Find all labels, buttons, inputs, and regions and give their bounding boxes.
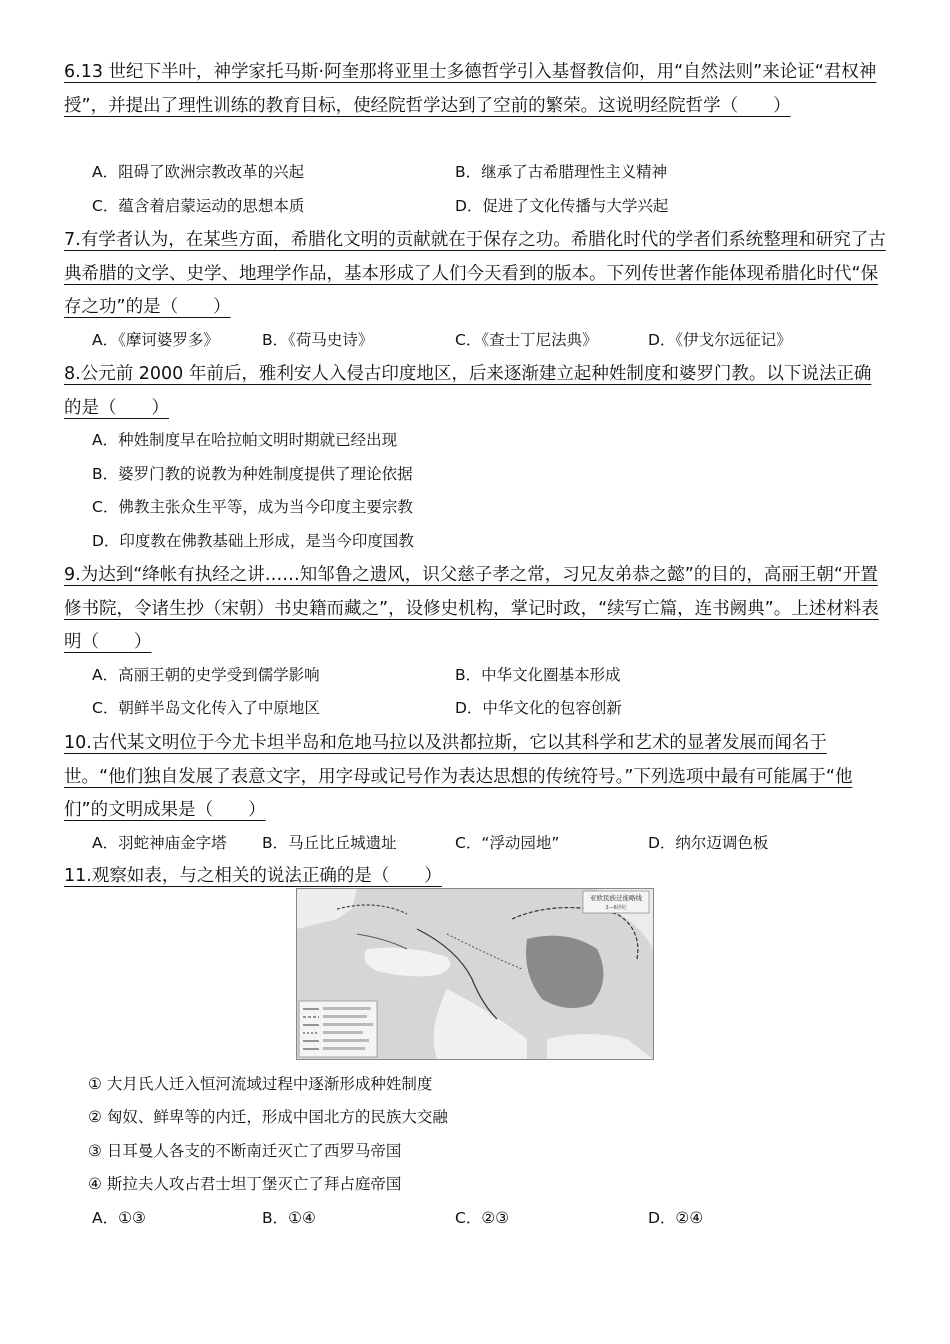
question-10-option-d: D．纳尔迈调色板 <box>648 834 769 852</box>
question-11-option-d: D．②④ <box>648 1209 704 1227</box>
question-11-statement-3: ③ 日耳曼人各支的不断南迁灭亡了西罗马帝国 <box>88 1142 402 1160</box>
question-6-option-b: B．继承了古希腊理性主义精神 <box>455 163 668 181</box>
question-8-option-c: C．佛教主张众生平等，成为当今印度主要宗教 <box>92 498 413 516</box>
question-10-stem: 10.古代某文明位于今尤卡坦半岛和危地马拉以及洪都拉斯，它以其科学和艺术的显著发展而闻名于世。“他们独自发展了表意文字，用字母或记号作为表达思想的传统符号。”下列选项中最有可能属于“他们”的文明成果是（ ） <box>64 733 853 820</box>
question-9-option-a: A．高丽王朝的史学受到儒学影响 <box>92 666 320 684</box>
question-10-option-a: A．羽蛇神庙金字塔 <box>92 834 227 852</box>
question-9-option-b: B．中华文化圈基本形成 <box>455 666 621 684</box>
question-10-option-c: C．“浮动园地” <box>455 834 560 852</box>
question-8-option-b: B．婆罗门教的说教为种姓制度提供了理论依据 <box>92 465 413 483</box>
question-6-option-c: C．蕴含着启蒙运动的思想本质 <box>92 197 305 215</box>
question-11-statement-2: ② 匈奴、鲜卑等的内迁，形成中国北方的民族大交融 <box>88 1108 448 1126</box>
question-11-option-a: A．①③ <box>92 1209 146 1227</box>
question-7-stem: 7.有学者认为，在某些方面，希腊化文明的贡献就在于保存之功。希腊化时代的学者们系统整理和研究了古典希腊的文学、史学、地理学作品，基本形成了人们今天看到的版本。下列传世著作能体现希腊化时代“保存之功”的是（ ） <box>64 230 886 317</box>
question-11-stem: 11.观察如表，与之相关的说法正确的是（ ） <box>64 866 442 886</box>
migration-map-image <box>296 888 654 1060</box>
question-7-option-b: B．《荷马史诗》 <box>262 331 374 349</box>
question-6-stem: 6.13 世纪下半叶，神学家托马斯·阿奎那将亚里士多德哲学引入基督教信仰，用“自然法则”来论证“君权神授”，并提出了理性训练的教育目标，使经院哲学达到了空前的繁荣。这说明经院哲学（ ） <box>64 62 877 116</box>
question-11-option-b: B．①④ <box>262 1209 316 1227</box>
question-9-option-c: C．朝鲜半岛文化传入了中原地区 <box>92 699 320 717</box>
question-11-option-c: C．②③ <box>455 1209 510 1227</box>
question-7-option-a: A．《摩诃婆罗多》 <box>92 331 219 349</box>
map-subtitle: 3—6世纪 <box>605 905 627 911</box>
question-10-option-b: B．马丘比丘城遗址 <box>262 834 397 852</box>
question-9-stem: 9.为达到“绛帐有执经之讲……知邹鲁之遗风，识父慈子孝之常，习兄友弟恭之懿”的目的，高丽王朝“开置修书院，令诸生抄（宋朝）书史籍而藏之”，设修史机构，掌记时政，“续写亡篇，连书阙典”。上述材料表明（ ） <box>64 565 879 652</box>
map-title: 亚欧民族迁徙略线 <box>590 894 642 902</box>
question-7-option-c: C．《查士丁尼法典》 <box>455 331 598 349</box>
question-6-option-d: D．促进了文化传播与大学兴起 <box>455 197 669 215</box>
question-9-option-d: D．中华文化的包容创新 <box>455 699 622 717</box>
question-8-stem: 8.公元前 2000 年前后，雅利安人入侵古印度地区，后来逐渐建立起种姓制度和婆罗门教。以下说法正确的是（ ） <box>64 364 872 418</box>
question-11-statement-4: ④ 斯拉夫人攻占君士坦丁堡灭亡了拜占庭帝国 <box>88 1175 402 1193</box>
question-8-option-a: A．种姓制度早在哈拉帕文明时期就已经出现 <box>92 431 398 449</box>
question-6-option-a: A．阻碍了欧洲宗教改革的兴起 <box>92 163 305 181</box>
question-8-option-d: D．印度教在佛教基础上形成，是当今印度国教 <box>92 532 414 550</box>
question-11-statement-1: ① 大月氏人迁入恒河流域过程中逐渐形成种姓制度 <box>88 1075 433 1093</box>
question-7-option-d: D．《伊戈尔远征记》 <box>648 331 792 349</box>
